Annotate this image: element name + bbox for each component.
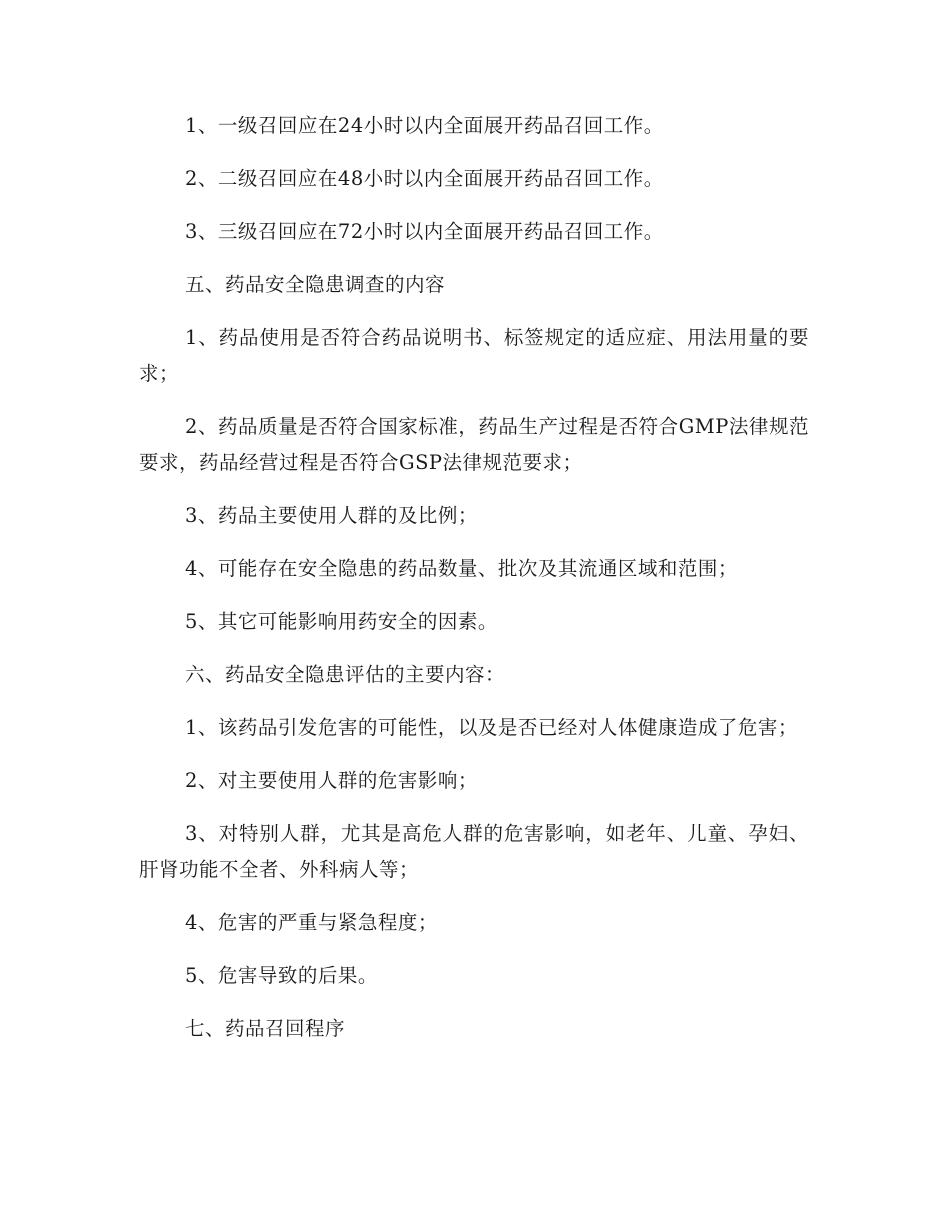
paragraph-assessment-1: 1、该药品引发危害的可能性，以及是否已经对人体健康造成了危害； — [185, 716, 798, 739]
section-heading-6: 六、药品安全隐患评估的主要内容： — [185, 663, 506, 686]
section-heading-5: 五、药品安全隐患调查的内容 — [185, 273, 446, 296]
paragraph-investigation-4: 4、可能存在安全隐患的药品数量、批次及其流通区域和范围； — [185, 557, 738, 580]
section-heading-7: 七、药品召回程序 — [185, 1017, 346, 1040]
paragraph-investigation-2: 2、药品质量是否符合国家标准，药品生产过程是否符合GMP法律规范要求，药品经营过程是否符合GSP法律规范要求； — [139, 415, 809, 474]
paragraph-investigation-1: 1、药品使用是否符合药品说明书、标签规定的适应症、用法用量的要求； — [139, 326, 809, 385]
paragraph-assessment-3: 3、对特别人群，尤其是高危人群的危害影响，如老年、儿童、孕妇、肝肾功能不全者、外科病人等； — [139, 822, 809, 881]
paragraph-recall-level-3: 3、三级召回应在72小时以内全面展开药品召回工作。 — [185, 220, 664, 243]
paragraph-assessment-4: 4、危害的严重与紧急程度； — [185, 911, 438, 934]
document-body — [139, 108, 809, 1064]
paragraph-assessment-2: 2、对主要使用人群的危害影响； — [185, 769, 478, 792]
paragraph-investigation-3: 3、药品主要使用人群的及比例； — [185, 504, 478, 527]
paragraph-recall-level-2: 2、二级召回应在48小时以内全面展开药品召回工作。 — [185, 167, 664, 190]
paragraph-recall-level-1: 1、一级召回应在24小时以内全面展开药品召回工作。 — [185, 114, 664, 137]
paragraph-assessment-5: 5、危害导致的后果。 — [185, 964, 378, 987]
paragraph-investigation-5: 5、其它可能影响用药安全的因素。 — [185, 610, 498, 633]
